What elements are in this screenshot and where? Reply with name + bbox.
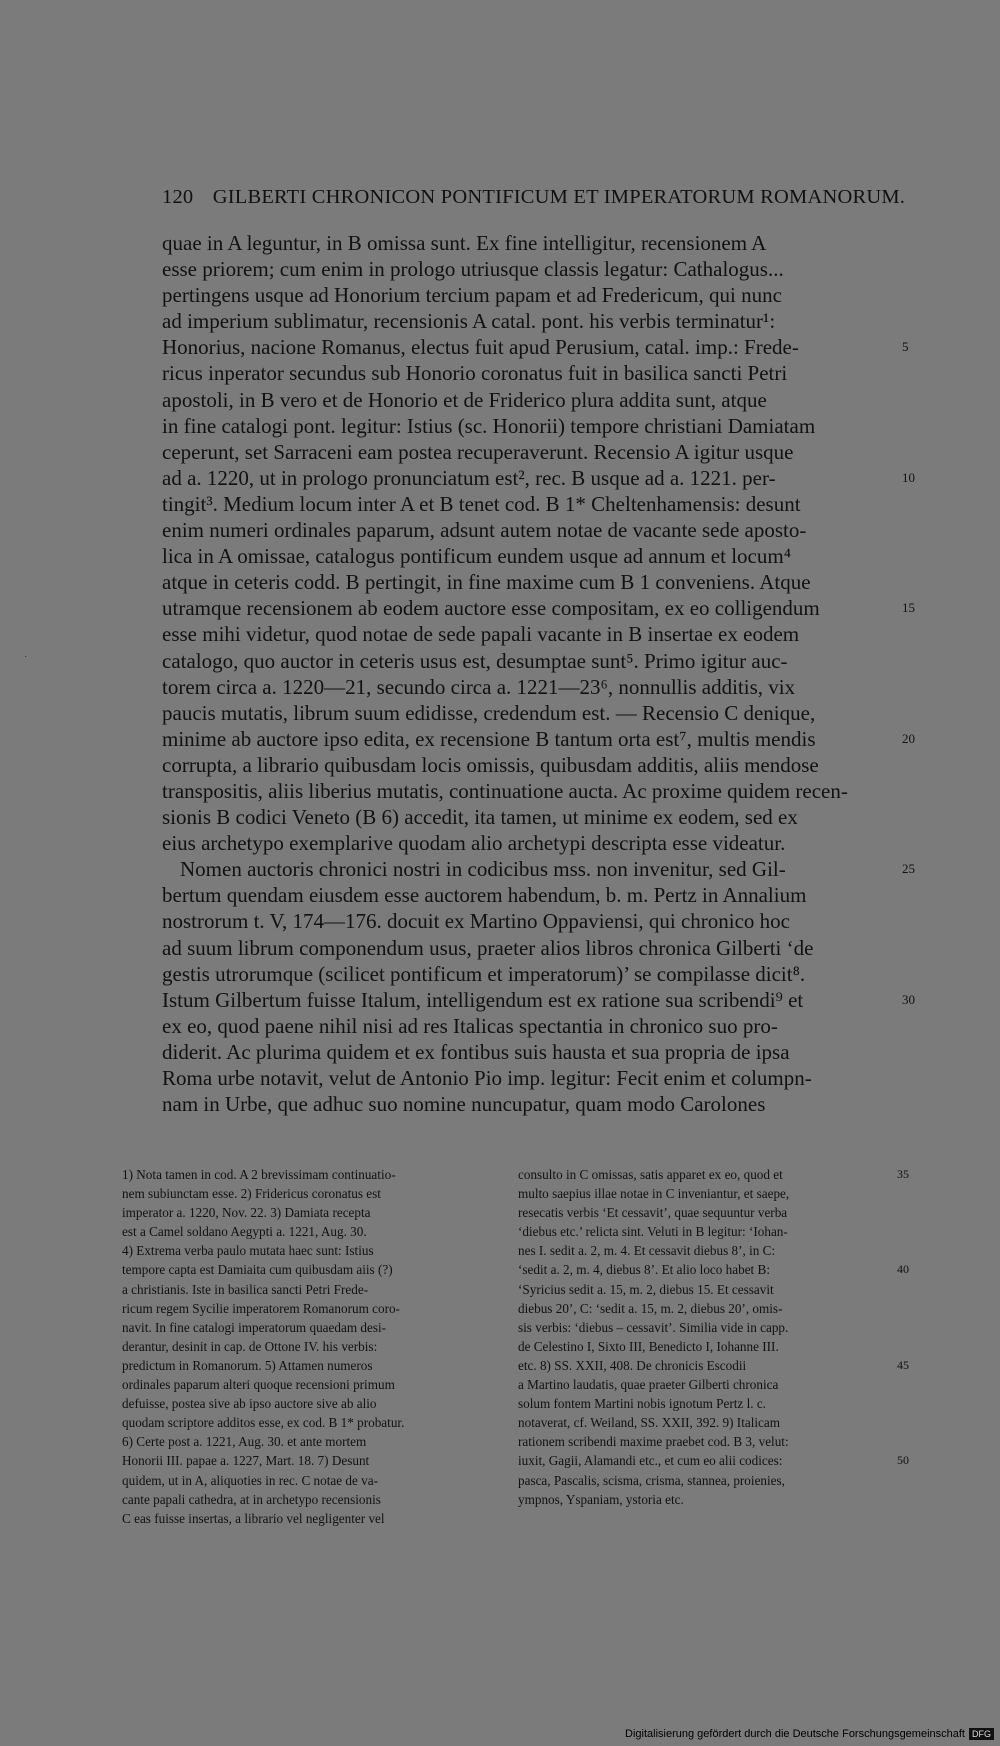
footnote-line: derantur, desinit in cap. de Ottone IV. his verbis: [122,1338,378,1354]
footnote-line-content: resecatis verbis ‘Et cessavit’, quae sequuntur verba [518,1205,788,1221]
footnote-line [518,1280,900,1299]
text-line [162,1091,892,1117]
text-line-content: ex eo, quod paene nihil nisi ad res Italicas spectantia in chronico suo pro- [162,1013,778,1038]
text-line [162,439,892,465]
footnote-line-content: diebus 20’, C: ‘sedit a. 15, m. 2, diebus 20’, omis- [518,1300,783,1316]
text-line [162,491,892,517]
footnote-line [518,1490,900,1509]
text-line [162,830,892,856]
line-number: 30 [902,991,915,1007]
text-line-content: nam in Urbe, que adhuc suo nomine nuncupatur, quam modo Carolones [162,1092,766,1117]
footnote-line-content: consulto in C omissas, satis apparet ex eo, quod et [518,1167,783,1182]
text-line [162,569,892,595]
footnote-line [518,1241,900,1260]
page-number: 120 [162,186,194,208]
text-line [162,961,892,987]
line-number: 25 [902,861,915,877]
footnote-line-content: sis verbis: ‘diebus – cessavit’. Similia vide in capp. [518,1319,789,1335]
margin-mark: · [24,652,28,663]
text-line-content: minime ab auctore ipso edita, ex recensione B tantum orta est⁷, multis mendis [162,726,816,751]
text-line-content: transpositis, aliis liberius mutatis, continuatione aucta. Ac proxime quidem recen- [162,778,848,803]
text-line [162,882,892,908]
footnote-line: 6) Certe post a. 1221, Aug. 30. et ante mortem [122,1434,367,1450]
footnote-line-content: etc. 8) SS. XXII, 408. De chronicis Escodii [518,1357,747,1373]
footnotes-left-column [122,1165,504,1528]
text-line-content: Honorius, nacione Romanus, electus fuit apud Perusium, catal. imp.: Frede- [162,335,799,360]
text-line-content: ad a. 1220, ut in prologo pronunciatum est², rec. B usque ad a. 1221. per- [162,465,776,490]
text-line-content: torem circa a. 1220—21, secundo circa a. 1221—23⁶, nonnullis additis, vix [162,674,796,699]
text-line-content: pertingens usque ad Honorium tercium papam et ad Fredericum, qui nunc [162,283,782,308]
footnote-line [518,1203,900,1222]
text-line-content: ad imperium sublimatur, recensionis A catal. pont. his verbis terminatur¹: [162,309,776,334]
footnote-line [518,1413,900,1432]
text-line-content: esse priorem; cum enim in prologo utriusque classis legatur: Cathalogus... [162,257,784,282]
footnote-line: a christianis. Iste in basilica sancti Petri Frede- [122,1281,369,1297]
footnote-line-content: ‘sedit a. 2, m. 4, diebus 8’. Et alio loco habet B: [518,1262,770,1278]
footnote-line [518,1432,900,1451]
running-title: GILBERTI CHRONICON PONTIFICUM ET IMPERATORUM ROMANORUM. [212,186,906,208]
footnote-line [518,1184,900,1203]
footnote-line [518,1222,900,1241]
text-line [162,935,892,961]
footnote-line: quodam scriptore additos esse, ex cod. B 1* probatur. [122,1415,405,1431]
dfg-logo: DFG [969,1728,994,1740]
text-line-content: atque in ceteris codd. B pertingit, in fine maxime cum B 1 conveniens. Atque [162,570,811,595]
text-line [162,621,892,647]
text-line [162,360,892,386]
text-line-content: paucis mutatis, librum suum edidisse, credendum est. — Recensio C denique, [162,700,816,725]
text-line [162,595,915,621]
text-line-content: Istum Gilbertum fuisse Italum, intelligendum est ex ratione sua scribendi⁹ et [162,987,804,1012]
footnote-line-content: ‘diebus etc.’ relicta sint. Veluti in B legitur: ‘Iohan- [518,1224,788,1240]
footer-text: Digitalisierung gefördert durch die Deutsche Forschungsgemeinschaft [625,1728,965,1740]
footnote-line-content: ympnos, Yspaniam, ystoria etc. [518,1491,684,1507]
text-line [162,256,892,282]
footnote-line-content: de Celestino I, Sixto III, Benedicto I, Iohanne III. [518,1338,779,1354]
footnote-line: cante papali cathedra, at in archetypo recensionis [122,1491,381,1507]
footnote-line: tempore capta est Damiaita cum quibusdam aiis (?) [122,1262,393,1278]
digitization-footer [625,1728,994,1740]
footnote-line [518,1165,909,1184]
footnote-line [518,1356,909,1375]
text-line [162,465,915,491]
text-line [162,804,892,830]
footnote-line: 4) Extrema verba paulo mutata haec sunt: Istius [122,1243,374,1259]
footnote-line-content: solum fontem Martini nobis ignotum Pertz l. c. [518,1396,766,1412]
line-number: 5 [902,339,909,355]
text-line-content: diderit. Ac plurima quidem et ex fontibus suis hausta et sua propria de ipsa [162,1039,790,1064]
footnote-line: navit. In fine catalogi imperatorum quaedam desi- [122,1319,387,1335]
line-number: 20 [902,730,915,746]
footnote-line [518,1375,900,1394]
line-number: 50 [897,1453,909,1468]
line-number: 15 [902,600,915,616]
footnote-line-content: pasca, Pascalis, scisma, crisma, stannea, proienies, [518,1472,785,1488]
line-number: 35 [897,1167,909,1181]
footnote-line [518,1337,900,1356]
footnote-line: Honorii III. papae a. 1227, Mart. 18. 7) Desunt [122,1453,370,1469]
text-line-content: ceperunt, set Sarraceni eam postea recuperaverunt. Recensio A igitur usque [162,439,794,464]
footnote-line-content: a Martino laudatis, quae praeter Gilberti chronica [518,1377,779,1393]
footnote-line: nem subiunctam esse. 2) Fridericus coronatus est [122,1186,381,1202]
text-line [162,700,892,726]
text-line [162,856,915,882]
text-line [162,334,909,360]
footnote-line [518,1260,909,1279]
text-line-content: ad suum librum componendum usus, praeter alios libros chronica Gilberti ‘de [162,935,814,960]
footnote-line: predictum in Romanorum. 5) Attamen numeros [122,1357,373,1373]
text-line [162,674,892,700]
text-line-content: ricus inperator secundus sub Honorio coronatus fuit in basilica sancti Petri [162,361,788,386]
main-text [162,230,915,1117]
text-line-content: tingit³. Medium locum inter A et B tenet cod. B 1* Cheltenhamensis: desunt [162,491,801,516]
text-line [162,778,892,804]
text-line [162,413,892,439]
text-line [162,387,892,413]
line-number: 10 [902,469,915,485]
footnote-line [518,1394,900,1413]
text-line-content: apostoli, in B vero et de Honorio et de Friderico plura addita sunt, atque [162,387,767,412]
text-line-content: catalogo, quo auctor in ceteris usus est, desumptae sunt⁵. Primo igitur auc- [162,648,788,673]
text-line [162,308,892,334]
text-line [162,752,892,778]
text-line-content: gestis utrorumque (scilicet pontificum et imperatorum)’ se compilasse dicit⁸. [162,961,806,986]
footnote-line: ricum regem Sycilie imperatorem Romanorum coro- [122,1300,400,1316]
running-header [162,186,906,209]
footnote-line: est a Camel soldano Aegypti a. 1221, Aug. 30. [122,1224,367,1240]
footnote-line [518,1299,900,1318]
text-line [162,230,892,256]
text-line [162,1013,892,1039]
line-number: 40 [897,1262,909,1277]
line-number: 45 [897,1357,909,1372]
footnote-line: 1) Nota tamen in cod. A 2 brevissimam continuatio- [122,1167,396,1182]
footnote-line: C eas fuisse insertas, a librario vel negligenter vel [122,1510,385,1526]
text-line [162,726,915,752]
footnote-line [518,1318,900,1337]
footnote-line [518,1471,900,1490]
text-line-content: Roma urbe notavit, velut de Antonio Pio imp. legitur: Fecit enim et columpn- [162,1066,812,1090]
text-line [162,987,915,1013]
text-line [162,517,892,543]
footnote-line-content: nes I. sedit a. 2, m. 4. Et cessavit diebus 8’, in C: [518,1243,776,1259]
text-line-content: enim numeri ordinales paparum, adsunt autem notae de vacante sede aposto- [162,518,807,543]
text-line-content: bertum quendam eiusdem esse auctorem habendum, b. m. Pertz in Annalium [162,883,807,908]
text-line-content: sionis B codici Veneto (B 6) accedit, ita tamen, ut minime ex eodem, sed ex [162,805,798,830]
text-line-content: in fine catalogi pont. legitur: Istius (sc. Honorii) tempore christiani Damiatam [162,413,816,438]
footnote-line: defuisse, postea sive ab ipso auctore sive ab alio [122,1396,377,1412]
text-line-content: Nomen auctoris chronici nostri in codicibus mss. non invenitur, sed Gil- [180,857,786,882]
footnote-line-content: ‘Syricius sedit a. 15, m. 2, diebus 15. Et cessavit [518,1281,774,1297]
text-line [162,543,892,569]
text-line-content: lica in A omissae, catalogus pontificum eundem usque ad annum et locum⁴ [162,544,792,569]
footnote-line-content: rationem scribendi maxime praebet cod. B 3, velut: [518,1434,789,1450]
text-line [162,1039,892,1065]
text-line [162,1065,892,1091]
footnote-line-content: iuxit, Gagii, Alamandi etc., et cum eo alii codices: [518,1453,783,1469]
footnote-line: imperator a. 1220, Nov. 22. 3) Damiata recepta [122,1205,371,1221]
footnote-line [518,1451,909,1470]
text-line-content: quae in A leguntur, in B omissa sunt. Ex fine intelligitur, recensionem A [162,231,767,255]
text-line-content: eius archetypo exemplarive quodam alio archetypi descripta esse videatur. [162,831,786,856]
text-line-content: corrupta, a librario quibusdam locis omissis, quibusdam additis, aliis mendose [162,752,819,777]
text-line [162,282,892,308]
footnote-line: ordinales paparum alteri quoque recensioni primum [122,1377,395,1393]
text-line [162,908,892,934]
text-line-content: nostrorum t. V, 174—176. docuit ex Martino Oppaviensi, qui chronico hoc [162,909,790,934]
footnote-line-content: multo saepius illae notae in C inveniantur, et saepe, [518,1186,790,1202]
footnote-line-content: notaverat, cf. Weiland, SS. XXII, 392. 9) Italicam [518,1415,781,1431]
footnote-line: quidem, ut in A, aliquoties in rec. C notae de va- [122,1472,378,1488]
text-line-content: utramque recensionem ab eodem auctore esse compositam, ex eo colligendum [162,596,820,621]
footnotes-right-column [518,1165,909,1509]
text-line [162,648,892,674]
text-line-content: esse mihi videtur, quod notae de sede papali vacante in B insertae ex eodem [162,622,800,647]
